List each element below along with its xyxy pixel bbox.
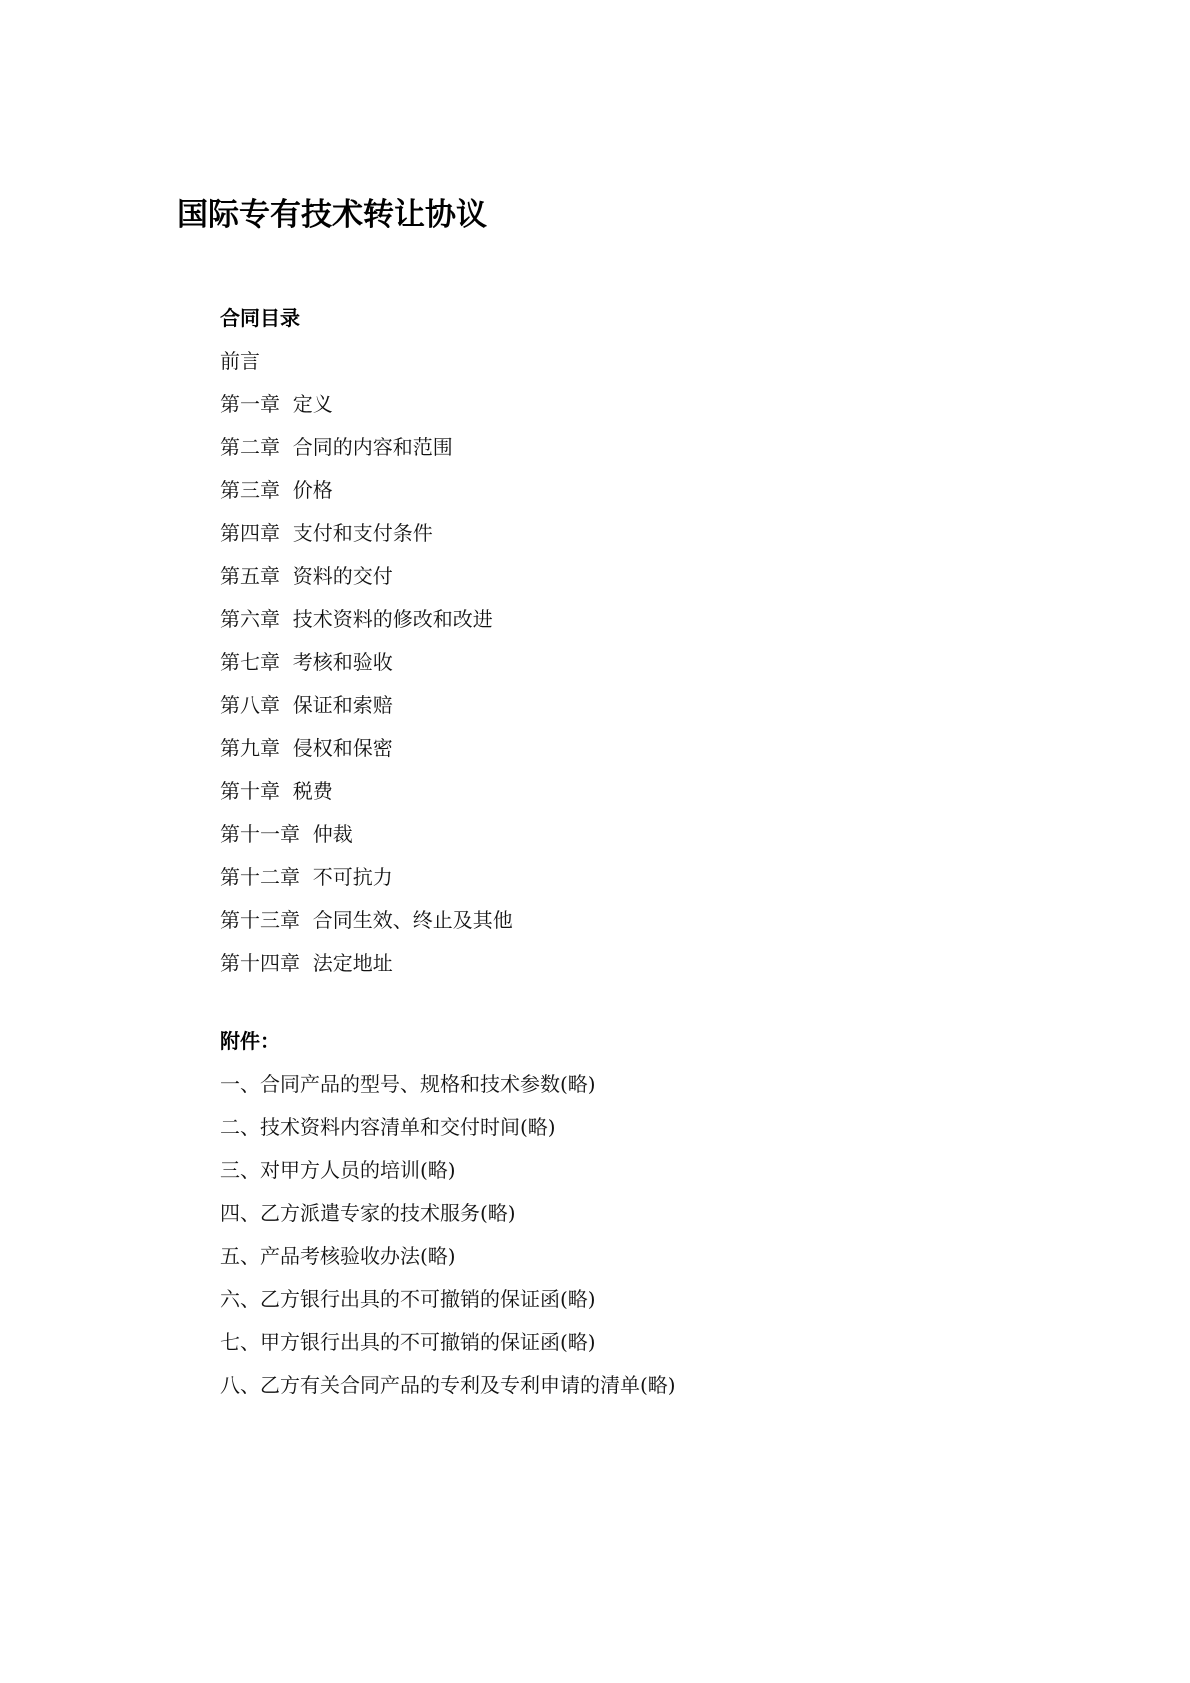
toc-item: 前言 — [220, 349, 260, 373]
annex-item: 八、乙方有关合同产品的专利及专利申请的清单(略) — [220, 1373, 676, 1397]
toc-item: 第十四章 法定地址 — [220, 951, 393, 975]
annex-item: 三、对甲方人员的培训(略) — [220, 1158, 456, 1182]
toc-item: 第七章 考核和验收 — [220, 650, 393, 674]
table-of-contents — [220, 297, 513, 985]
toc-item: 第十章 税费 — [220, 779, 333, 803]
annex-item: 一、合同产品的型号、规格和技术参数(略) — [220, 1072, 596, 1096]
annex-item: 四、乙方派遣专家的技术服务(略) — [220, 1201, 516, 1225]
annex-section — [220, 1020, 676, 1407]
annex-item: 五、产品考核验收办法(略) — [220, 1244, 456, 1268]
annex-heading: 附件： — [220, 1029, 280, 1053]
toc-item: 第十一章 仲裁 — [220, 822, 353, 846]
toc-item: 第一章 定义 — [220, 392, 333, 416]
annex-item: 六、乙方银行出具的不可撤销的保证函(略) — [220, 1287, 596, 1311]
annex-item: 七、甲方银行出具的不可撤销的保证函(略) — [220, 1330, 596, 1354]
toc-item: 第三章 价格 — [220, 478, 333, 502]
toc-item: 第十二章 不可抗力 — [220, 865, 393, 889]
document-title: 国际专有技术转让协议 — [177, 197, 487, 233]
toc-item: 第四章 支付和支付条件 — [220, 521, 433, 545]
toc-item: 第五章 资料的交付 — [220, 564, 393, 588]
annex-item: 二、技术资料内容清单和交付时间(略) — [220, 1115, 556, 1139]
toc-item: 第十三章 合同生效、终止及其他 — [220, 908, 513, 932]
toc-item: 第二章 合同的内容和范围 — [220, 435, 453, 459]
toc-item: 第六章 技术资料的修改和改进 — [220, 607, 493, 631]
toc-heading: 合同目录 — [220, 306, 300, 330]
toc-item: 第八章 保证和索赔 — [220, 693, 393, 717]
toc-item: 第九章 侵权和保密 — [220, 736, 393, 760]
